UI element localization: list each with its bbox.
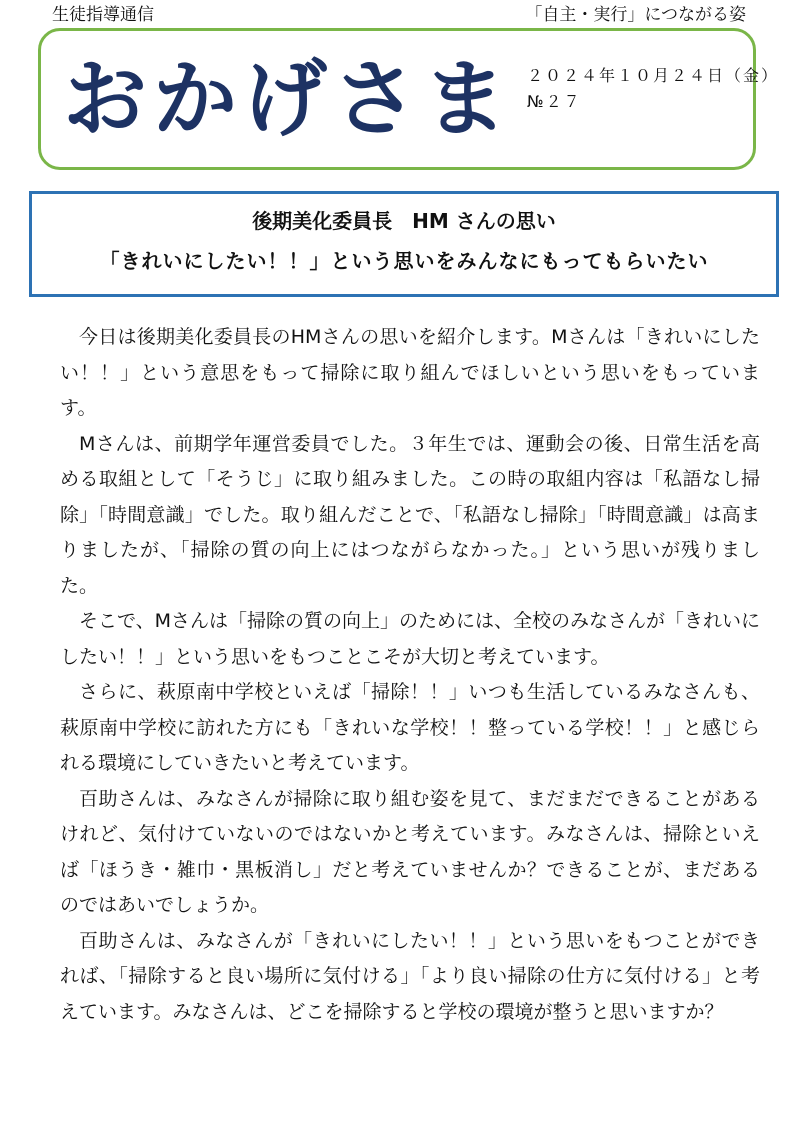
paragraph-school-vision: さらに、萩原南中学校といえば「掃除！！」いつも生活しているみなさんも、萩原南中学校に訪れた方にも「きれいな学校！！整っている学校！！」と感じられる環境にしていきたいと考えています。 xyxy=(60,681,760,774)
issue-number: №２７ xyxy=(527,92,582,111)
newsletter-theme: 「自主・実行」につながる姿 xyxy=(525,5,746,25)
article-subheading: 「きれいにしたい！！」という思いをみんなにもってもらいたい xyxy=(99,249,709,273)
article-heading-box xyxy=(29,191,779,297)
article-heading: 後期美化委員長 HM さんの思い xyxy=(252,209,556,233)
paragraph-intro: 今日は後期美化委員長のHMさんの思いを紹介します。Mさんは「きれいにしたい！！」という意思をもって掃除に取り組んでほしいという思いをもっています。 xyxy=(60,326,760,419)
masthead-box xyxy=(38,28,780,170)
issue-date: ２０２４年１０月２４日（金） xyxy=(527,66,780,85)
paragraph-closing: 百助さんは、みなさんが「きれいにしたい！！」という思いをもつことができれば、「掃除すると良い場所に気付ける」「より良い掃除の仕方に気付ける」と考えています。みなさんは、どこを掃除すると学校の環境が整うと思いますか？ xyxy=(60,929,760,1023)
article-body xyxy=(60,320,760,1030)
paragraph-background: Mさんは、前期学年運営委員でした。３年生では、運動会の後、日常生活を高める取組として「そうじ」に取り組みました。この時の取組内容は「私語なし掃除」「時間意識」でした。取り組んだことで、「私語なし掃除」「時間意識」は高まりましたが、「掃除の質の向上にはつながらなかった。」という思いが残りました。 xyxy=(60,432,760,597)
newsletter-category: 生徒指導通信 xyxy=(52,5,154,25)
paragraph-observation: 百助さんは、みなさんが掃除に取り組む姿を見て、まだまだできることがあるけれど、気付けていないのではないかと考えています。みなさんは、掃除といえば「ほうき・雑巾・黒板消し」だと考えていませんか？できることが、まだあるのではあいでしょうか。 xyxy=(60,787,760,916)
paragraph-goal: そこで、Mさんは「掃除の質の向上」のためには、全校のみなさんが「きれいにしたい！！」という思いをもつことこそが大切と考えています。 xyxy=(60,610,761,668)
newsletter-title: おかげさま xyxy=(63,50,514,148)
